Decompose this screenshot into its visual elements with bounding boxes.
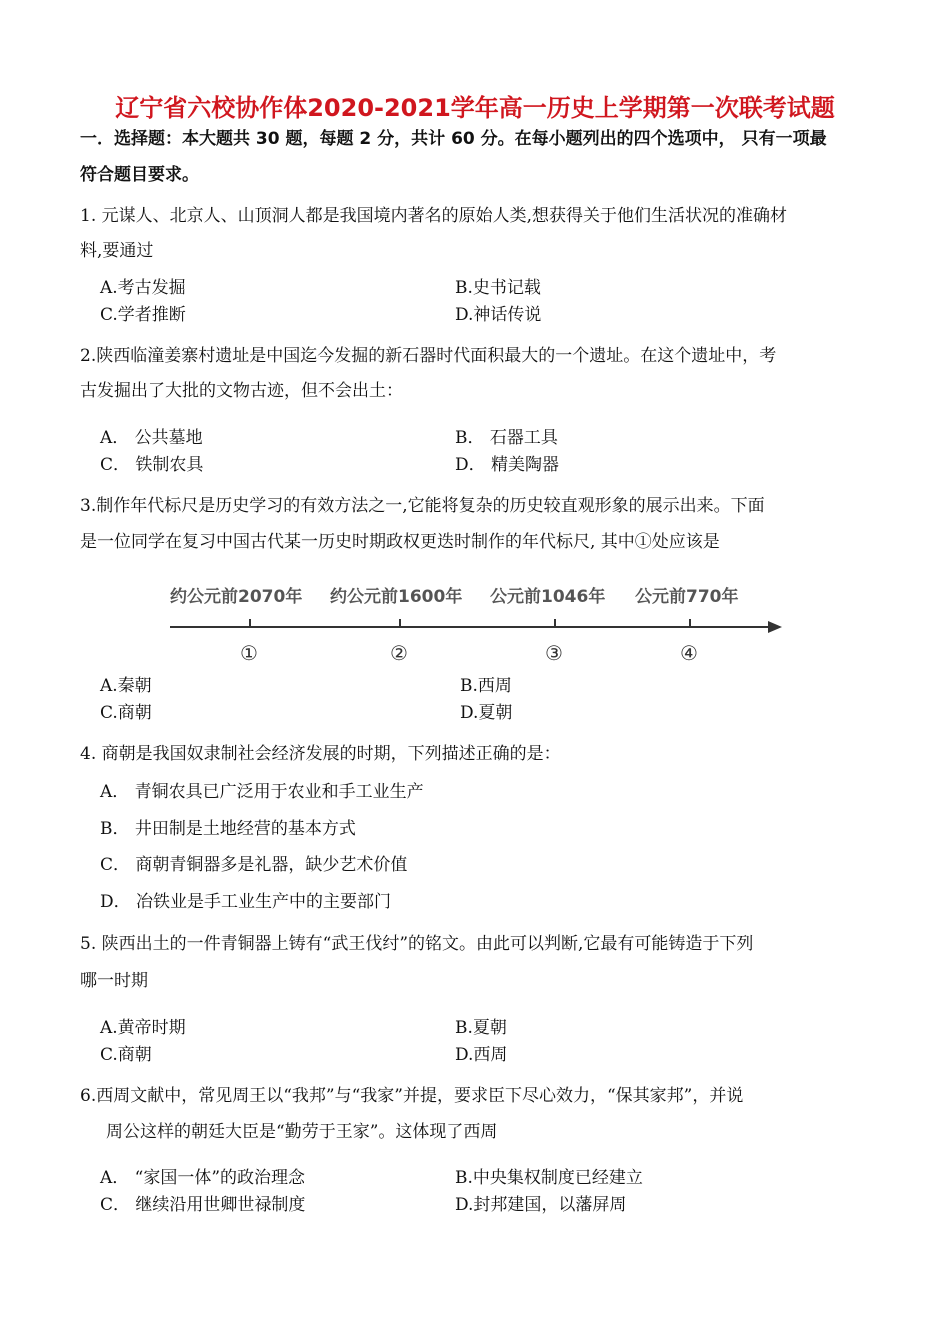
question-5-option-a: A.黄帝时期 xyxy=(100,1018,186,1038)
question-2-option-d: D． 精美陶器 xyxy=(455,455,560,475)
question-5-text-line-1: 5. 陕西出土的一件青铜器上铸有“武王伐纣”的铭文。由此可以判断,它最有可能铸造于下列 xyxy=(80,934,754,954)
question-4-text: 4. 商朝是我国奴隶制社会经济发展的时期，下列描述正确的是： xyxy=(80,744,561,764)
timeline-label-1: 约公元前2070年 xyxy=(170,587,303,607)
question-5-text-line-2: 哪一时期 xyxy=(80,971,148,991)
timeline-label-2: 约公元前1600年 xyxy=(330,587,463,607)
question-2-option-b: B． 石器工具 xyxy=(455,428,558,448)
question-3-option-a: A.秦朝 xyxy=(100,676,152,696)
question-2-text-line-2: 古发掘出了大批的文物古迹，但不会出土： xyxy=(80,381,403,401)
timeline-arrow-icon xyxy=(768,621,782,633)
question-1-option-d: D.神话传说 xyxy=(455,305,542,325)
timeline-mark-3: ③ xyxy=(545,641,563,665)
question-6-option-d: D.封邦建国，以藩屏周 xyxy=(455,1195,627,1215)
section-instruction-line-2: 符合题目要求。 xyxy=(80,165,199,185)
question-5-option-b: B.夏朝 xyxy=(455,1018,507,1038)
question-1-option-b: B.史书记载 xyxy=(455,278,541,298)
question-6-text-line-2: 周公这样的朝廷大臣是“勤劳于王家”。这体现了西周 xyxy=(106,1122,498,1142)
page-title: 辽宁省六校协作体2020-2021学年高一历史上学期第一次联考试题 xyxy=(115,94,835,122)
question-1-text-line-1: 1. 元谋人、北京人、山顶洞人都是我国境内著名的原始人类,想获得关于他们生活状况的准确材 xyxy=(80,206,788,226)
question-5-option-d: D.西周 xyxy=(455,1045,508,1065)
timeline-figure xyxy=(160,572,800,672)
question-1-text-line-2: 料,要通过 xyxy=(80,241,154,261)
question-4-option-b: B． 井田制是土地经营的基本方式 xyxy=(100,819,356,839)
timeline-mark-2: ② xyxy=(390,641,408,665)
question-2-option-a: A． 公共墓地 xyxy=(100,428,203,448)
question-6-text-line-1: 6.西周文献中，常见周王以“我邦”与“我家”并提，要求臣下尽心效力，“保其家邦”，并说 xyxy=(80,1086,744,1106)
question-4-option-d: D． 冶铁业是手工业生产中的主要部门 xyxy=(100,892,392,912)
question-2-text-line-1: 2.陕西临潼姜寨村遗址是中国迄今发掘的新石器时代面积最大的一个遗址。在这个遗址中，考 xyxy=(80,346,777,366)
timeline-label-3: 公元前1046年 xyxy=(490,587,606,607)
question-3-option-b: B.西周 xyxy=(460,676,512,696)
question-6-option-a: A． “家国一体”的政治理念 xyxy=(100,1168,306,1188)
question-3-option-c: C.商朝 xyxy=(100,703,152,723)
question-3-text-line-2: 是一位同学在复习中国古代某一历史时期政权更迭时制作的年代标尺, 其中①处应该是 xyxy=(80,532,720,552)
timeline-label-4: 公元前770年 xyxy=(635,587,739,607)
question-6-option-b: B.中央集权制度已经建立 xyxy=(455,1168,643,1188)
question-6-option-c: C． 继续沿用世卿世禄制度 xyxy=(100,1195,306,1215)
question-3-option-d: D.夏朝 xyxy=(460,703,513,723)
timeline-mark-4: ④ xyxy=(680,641,698,665)
timeline-mark-1: ① xyxy=(240,641,258,665)
question-4-option-a: A． 青铜农具已广泛用于农业和手工业生产 xyxy=(100,782,424,802)
question-5-option-c: C.商朝 xyxy=(100,1045,152,1065)
question-2-option-c: C． 铁制农具 xyxy=(100,455,204,475)
question-1-option-c: C.学者推断 xyxy=(100,305,186,325)
question-4-option-c: C． 商朝青铜器多是礼器，缺少艺术价值 xyxy=(100,855,408,875)
timeline-svg xyxy=(160,572,800,672)
question-3-text-line-1: 3.制作年代标尺是历史学习的有效方法之一,它能将复杂的历史较直观形象的展示出来。下面 xyxy=(80,496,765,516)
section-instruction-line-1: 一．选择题：本大题共 30 题，每题 2 分，共计 60 分。在每小题列出的四个选项中， 只有一项最 xyxy=(80,129,827,149)
question-1-option-a: A.考古发掘 xyxy=(100,278,186,298)
